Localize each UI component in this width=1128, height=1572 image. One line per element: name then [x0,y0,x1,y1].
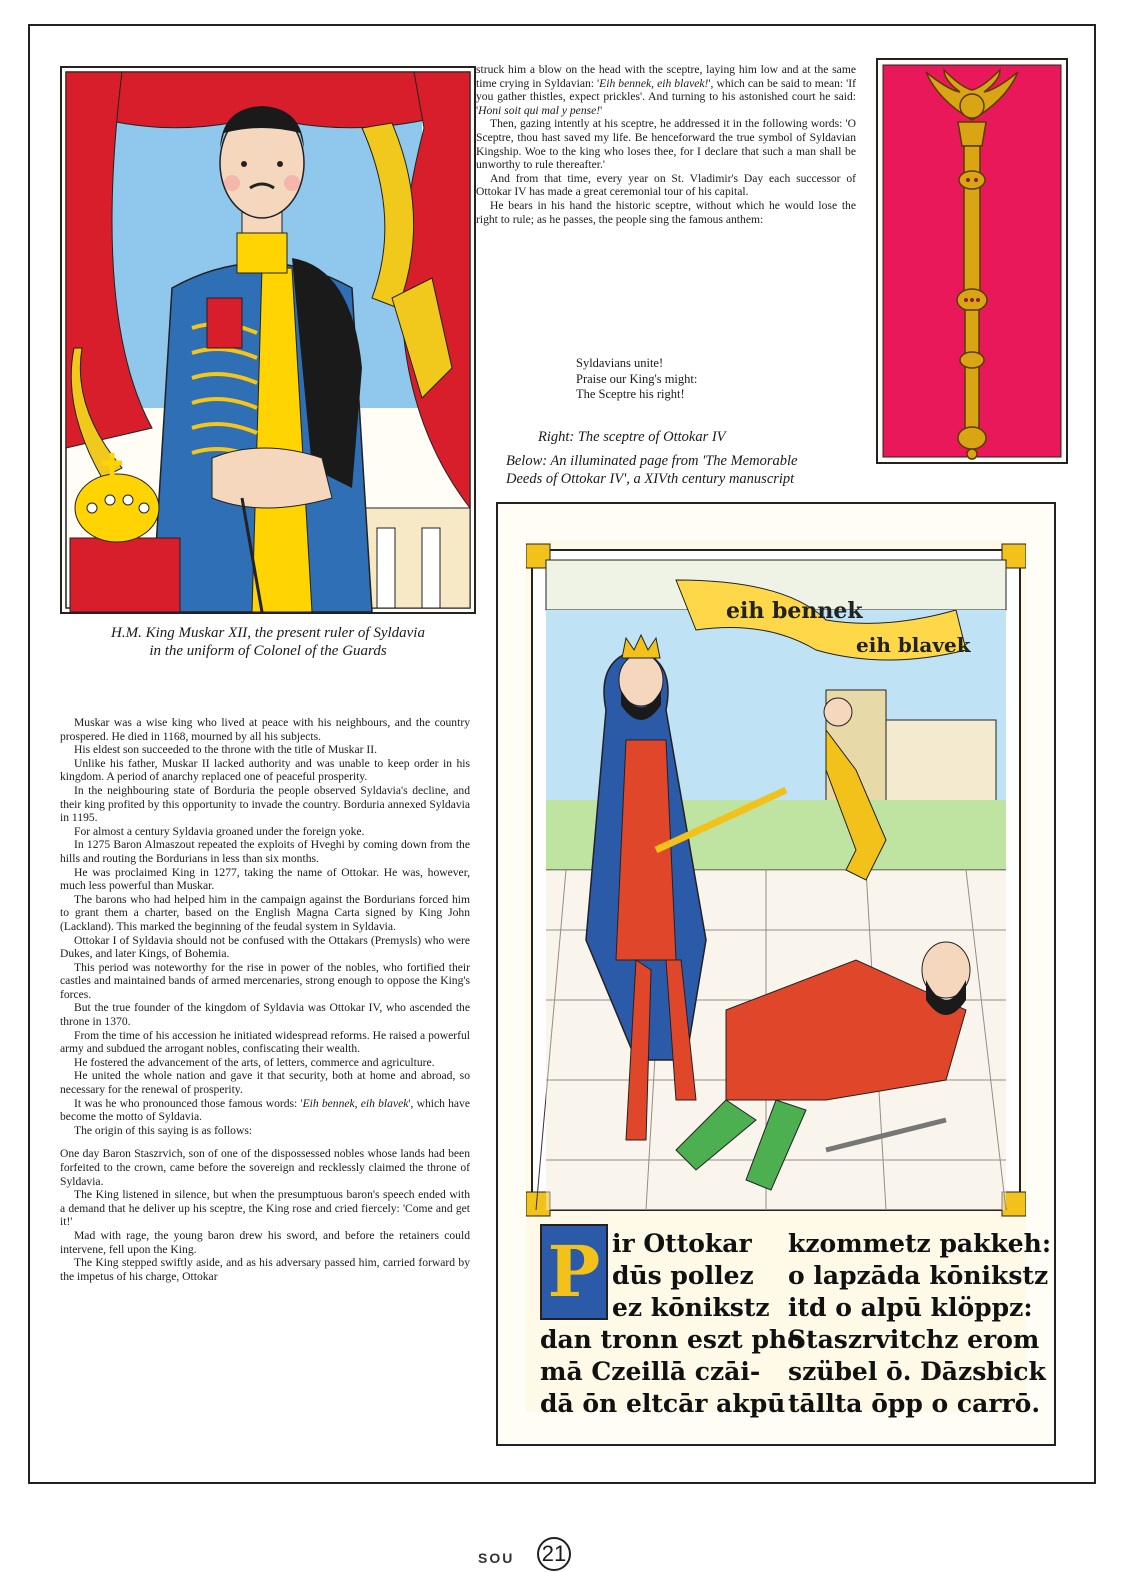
manuscript-miniature [526,540,1026,1220]
body-paragraph: Then, gazing intently at his sceptre, he addressed it in the following words: 'O Sceptre, thou hast saved my life. Be henceforward the true symbol of Syldavian Kingship. Woe to the king who loses thee, for I declare that such a man shall be unworthy to rule thereafter.' [476,117,856,172]
manuscript-caption: Below: An illuminated page from 'The Memorable Deeds of Ottokar IV', a XIVth century manuscript [506,453,798,487]
banner-text-2: eih blavek [856,633,971,657]
portrait-caption: H.M. King Muskar XII, the present ruler of Syldavia in the uniform of Colonel of the Guards [111,625,425,659]
banner-text-1: eih bennek [726,598,863,624]
manuscript-inner [526,540,1052,1418]
left-paragraph-group-b [60,1147,470,1283]
sceptre-caption: Right: The sceptre of Ottokar IV [538,429,726,445]
body-paragraph: This period was noteworthy for the rise in power of the nobles, who fortified their castles and maintained bands of armed mercenaries, strong enough to oppose the King's forces. [60,960,470,1001]
body-paragraph: He fostered the advancement of the arts, of letters, commerce and agriculture. [74,1055,435,1069]
manuscript-text-right: kzommetz pakkeh: o lapzāda kōnikstz itd o alpū klöppz: Staszrvitchz erom szübel ō. Dāzsbick tāllta ōpp o carrō. [788,1229,1052,1418]
body-paragraph: He was proclaimed King in 1277, taking the name of Ottokar. He was, however, much less powerful than Muskar. [60,865,470,893]
body-paragraph: And from that time, every year on St. Vladimir's Day each successor of Ottokar IV has made a great ceremonial tour of his capital. [476,171,856,199]
body-paragraph: In the neighbouring state of Borduria the people observed Syldavia's decline, and their king profited by this opportunity to invade the country. Borduria annexed Syldavia in 1195. [60,783,470,825]
portrait-art [62,68,474,612]
manuscript-page [496,502,1056,1446]
motto-paragraph: It was he who pronounced those famous words: 'Eih bennek, eih blavek', which have become the motto of Syldavia. [60,1096,470,1124]
body-paragraph: Ottokar I of Syldavia should not be confused with the Ottakars (Premysls) who were Dukes, and later Kings, of Bohemia. [60,933,470,961]
page-number: 21 [537,1537,571,1571]
body-paragraph: For almost a century Syldavia groaned under the foreign yoke. [74,824,365,838]
body-paragraph: The barons who had helped him in the campaign against the Bordurians forced him to grant them a charter, based on the English Magna Carta signed by King John (Lackland). This marked the beginning of the feudal system in Syldavia. [60,892,470,933]
body-paragraph: From the time of his accession he initiated widespread reforms. He raised a powerful army and subdued the arrogant nobles, confiscating their wealth. [60,1028,470,1056]
origin-line: The origin of this saying is as follows: [74,1123,253,1137]
mid-paragraph-1: struck him a blow on the head with the sceptre, laying him low and at the same time crying in Syldavian: 'Eih bennek, eih blavek!', which can be said to mean: 'If you gather thistles, expect prickles'. And turning to his astonished court he said: 'Honi soit qui mal y pense!' [476,63,856,117]
body-paragraph: But the true founder of the kingdom of Syldavia was Ottokar IV, who ascended the throne in 1370. [60,1001,470,1029]
body-paragraph: He united the whole nation and gave it that security, both at home and abroad, so necessary for the renewal of prosperity. [60,1069,470,1097]
manuscript-text-left: ir Ottokar dūs pollez ez kōnikstz dan tronn eszt pho mā Czeillā czāi- dā ōn eltcār akpū [540,1229,804,1418]
anthem: Syldavians unite! Praise our King's might: The Sceptre his right! [576,356,698,401]
middle-column-text [476,63,856,226]
manuscript-initial: P [540,1224,608,1320]
body-paragraph: The King stepped swiftly aside, and as his adversary passed him, carried forward by the impetus of his charge, Ottokar [60,1256,470,1283]
body-paragraph: He bears in his hand the historic sceptre, without which he would lose the right to rule; as he passes, the people sing the famous anthem: [476,198,856,226]
portrait-illustration [60,66,476,614]
body-paragraph: Muskar was a wise king who lived at peace with his neighbours, and the country prospered. He died in 1168, mourned by all his subjects. [60,716,470,743]
sceptre-illustration [876,58,1068,464]
body-paragraph: The King listened in silence, but when the presumptuous baron's speech ended with a demand that he deliver up his sceptre, the King rose and cried fiercely: 'Come and get it!' [60,1188,470,1229]
body-paragraph: In 1275 Baron Almaszout repeated the exploits of Hveghi by coming down from the hills and routing the Bordurians in less than six months. [60,838,470,865]
left-paragraph-group [60,716,470,1097]
body-paragraph: One day Baron Staszrvich, son of one of the dispossessed nobles whose lands had been forfeited to the crown, came before the sovereign and recklessly claimed the throne of Syldavia. [60,1147,470,1188]
body-paragraph: Unlike his father, Muskar II lacked authority and was unable to keep order in his kingdom. A period of anarchy replaced one of peaceful prosperity. [60,756,470,784]
sceptre-art [878,60,1066,462]
left-column-text [60,716,470,1283]
stray-text: SOU [478,1550,515,1566]
body-paragraph: Mad with rage, the young baron drew his sword, and before the retainers could intervene, fell upon the King. [60,1228,470,1256]
mid-paragraph-group [476,117,856,226]
body-paragraph: His eldest son succeeded to the throne with the title of Muskar II. [74,743,377,757]
